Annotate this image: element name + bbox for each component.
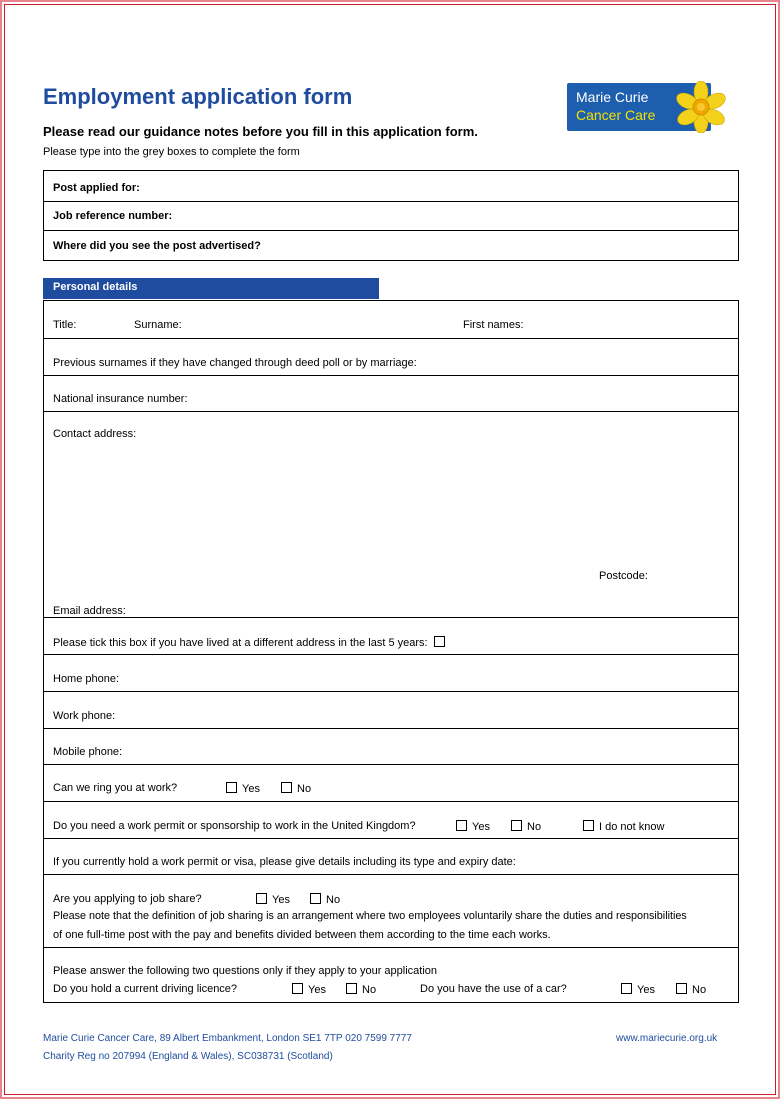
work-permit-row — [44, 801, 738, 839]
permit-details-row[interactable] — [44, 838, 738, 875]
driving-licence-label: Do you hold a current driving licence? — [53, 983, 238, 995]
ring-at-work-row — [44, 764, 738, 802]
home-phone-row[interactable] — [44, 654, 738, 692]
previous-surnames-row[interactable] — [44, 338, 738, 376]
job-reference-label: Job reference number: — [53, 210, 173, 222]
postcode-label: Postcode: — [599, 570, 648, 582]
advertised-row[interactable] — [44, 230, 738, 261]
no-label: No — [326, 894, 341, 906]
instruction-text: Please type into the grey boxes to complete the form — [43, 146, 300, 158]
first-names-label: First names: — [463, 319, 524, 331]
yes-label: Yes — [472, 821, 490, 833]
work-permit-dont-know-checkbox[interactable] — [583, 820, 594, 831]
car-no-checkbox[interactable] — [676, 983, 687, 994]
page-title: Employment application form — [43, 84, 353, 109]
work-permit-dont-know-option[interactable] — [583, 820, 664, 833]
job-share-note-2: of one full-time post with the pay and benefits divided between them according to the time each works. — [53, 929, 551, 941]
ring-at-work-label: Can we ring you at work? — [53, 782, 178, 794]
logo-line-2: Cancer Care — [576, 107, 656, 123]
lived-elsewhere-checkbox[interactable] — [434, 636, 445, 647]
car-yes-checkbox[interactable] — [621, 983, 632, 994]
permit-details-label: If you currently hold a work permit or visa, please give details including its type and expiry date: — [53, 856, 516, 868]
job-share-yes-checkbox[interactable] — [256, 893, 267, 904]
car-no-option[interactable] — [676, 983, 706, 996]
no-label: No — [692, 984, 707, 996]
title-label: Title: — [53, 319, 77, 331]
advertised-label: Where did you see the post advertised? — [53, 240, 261, 252]
contact-address-label: Contact address: — [53, 428, 137, 440]
yes-label: Yes — [242, 783, 260, 795]
work-permit-yes-option[interactable] — [456, 820, 490, 833]
ni-number-row[interactable] — [44, 375, 738, 412]
post-details-box — [43, 170, 739, 261]
ni-number-label: National insurance number: — [53, 393, 188, 405]
footer-website[interactable]: www.mariecurie.org.uk — [616, 1033, 718, 1044]
home-phone-label: Home phone: — [53, 673, 120, 685]
car-label: Do you have the use of a car? — [420, 983, 567, 995]
mobile-phone-label: Mobile phone: — [53, 746, 123, 758]
lived-elsewhere-label — [53, 636, 445, 649]
driving-licence-no-option[interactable] — [346, 983, 376, 996]
marie-curie-logo — [567, 81, 731, 133]
lived-elsewhere-text: Please tick this box if you have lived at a different address in the last 5 years: — [53, 637, 428, 649]
no-label: No — [527, 821, 542, 833]
yes-label: Yes — [308, 984, 326, 996]
job-share-note-1: Please note that the definition of job sharing is an arrangement where two employees voluntarily share the duties and responsibilities — [53, 910, 687, 922]
apply-note: Please answer the following two questions only if they apply to your application — [53, 965, 438, 977]
job-share-row — [44, 874, 738, 948]
work-phone-label: Work phone: — [53, 710, 116, 722]
dont-know-label: I do not know — [599, 821, 665, 833]
driving-licence-no-checkbox[interactable] — [346, 983, 357, 994]
no-label: No — [297, 783, 312, 795]
yes-label: Yes — [272, 894, 290, 906]
job-share-no-option[interactable] — [310, 893, 340, 906]
post-applied-row[interactable] — [44, 171, 738, 201]
job-reference-row[interactable] — [44, 201, 738, 231]
personal-details-title: Personal details — [53, 281, 138, 293]
surname-label: Surname: — [134, 319, 182, 331]
guidance-text: Please read our guidance notes before you fill in this application form. — [43, 124, 478, 139]
post-applied-label: Post applied for: — [53, 182, 140, 194]
logo-line-1: Marie Curie — [576, 89, 649, 105]
name-row — [44, 301, 738, 338]
job-share-no-checkbox[interactable] — [310, 893, 321, 904]
work-permit-yes-checkbox[interactable] — [456, 820, 467, 831]
car-yes-option[interactable] — [621, 983, 655, 996]
work-permit-no-option[interactable] — [511, 820, 541, 833]
work-permit-no-checkbox[interactable] — [511, 820, 522, 831]
ring-at-work-no-option[interactable] — [281, 782, 311, 795]
driving-row — [44, 947, 738, 1003]
personal-details-box — [43, 300, 739, 1003]
driving-licence-yes-option[interactable] — [292, 983, 326, 996]
previous-surnames-label: Previous surnames if they have changed through deed poll or by marriage: — [53, 357, 417, 369]
lived-elsewhere-row — [44, 617, 738, 655]
work-phone-row[interactable] — [44, 691, 738, 729]
job-share-yes-option[interactable] — [256, 893, 290, 906]
ring-at-work-no-checkbox[interactable] — [281, 782, 292, 793]
personal-details-header — [43, 278, 379, 299]
footer-charity: Charity Reg no 207994 (England & Wales), SC038731 (Scotland) — [43, 1051, 333, 1062]
driving-licence-yes-checkbox[interactable] — [292, 983, 303, 994]
daffodil-icon — [671, 81, 731, 133]
mobile-phone-row[interactable] — [44, 728, 738, 765]
work-permit-label: Do you need a work permit or sponsorship to work in the United Kingdom? — [53, 820, 416, 832]
footer-address: Marie Curie Cancer Care, 89 Albert Embankment, London SE1 7TP 020 7599 7777 — [43, 1033, 412, 1044]
yes-label: Yes — [637, 984, 655, 996]
contact-address-row[interactable] — [44, 411, 738, 618]
no-label: No — [362, 984, 377, 996]
email-label: Email address: — [53, 605, 126, 617]
ring-at-work-yes-option[interactable] — [226, 782, 260, 795]
job-share-label: Are you applying to job share? — [53, 893, 202, 905]
ring-at-work-yes-checkbox[interactable] — [226, 782, 237, 793]
